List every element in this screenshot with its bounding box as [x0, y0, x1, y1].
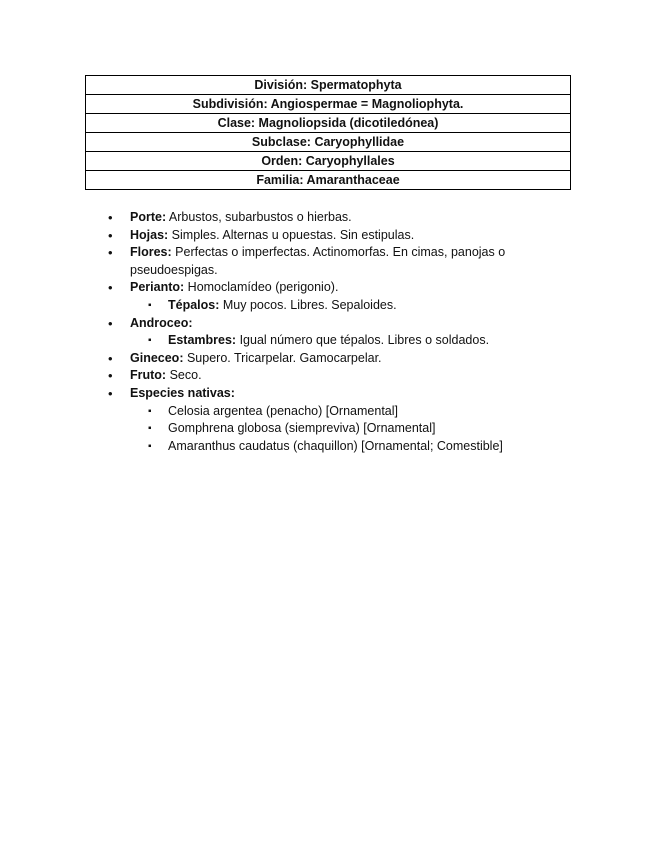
taxonomy-row-familia	[86, 171, 571, 190]
androceo-label: Androceo:	[130, 315, 193, 330]
flores-label: Flores:	[130, 245, 172, 260]
taxonomy-table	[85, 75, 571, 190]
taxonomy-orden: Orden: Caryophyllales	[86, 152, 571, 171]
list-item-especies	[108, 385, 548, 455]
gineceo-text: Supero. Tricarpelar. Gamocarpelar.	[183, 350, 382, 365]
characteristics-list	[108, 209, 548, 455]
sublist-item-tepalos	[130, 297, 548, 315]
list-item-perianto	[108, 279, 548, 314]
fruto-text: Seco.	[166, 368, 202, 383]
fruto-label: Fruto:	[130, 368, 167, 383]
list-item-gineceo	[108, 350, 548, 368]
taxonomy-row-division	[86, 76, 571, 95]
taxonomy-row-orden	[86, 152, 571, 171]
list-item-fruto	[108, 367, 548, 385]
estambres-label: Estambres:	[168, 333, 237, 348]
tepalos-label: Tépalos:	[168, 297, 220, 312]
hojas-label: Hojas:	[130, 227, 169, 242]
taxonomy-familia: Familia: Amaranthaceae	[86, 171, 571, 190]
perianto-label: Perianto:	[130, 280, 185, 295]
sublist-item-estambres	[130, 332, 548, 350]
estambres-text: Igual número que tépalos. Libres o soldados.	[236, 333, 490, 348]
perianto-sublist	[130, 297, 548, 315]
androceo-sublist	[130, 332, 548, 350]
sublist-item-species: ▪ Gomphrena globosa (siempreviva) [Ornamental]	[130, 420, 548, 438]
sublist-item-species: ▪ Amaranthus caudatus (chaquillon) [Ornamental; Comestible]	[130, 438, 548, 456]
porte-label: Porte:	[130, 210, 167, 224]
list-item-porte	[108, 209, 548, 227]
taxonomy-row-subdivision	[86, 95, 571, 114]
taxonomy-division: División: Spermatophyta	[86, 76, 571, 95]
list-item-androceo	[108, 315, 548, 350]
porte-text: Arbustos, subarbustos o hierbas.	[166, 210, 352, 224]
gineceo-label: Gineceo:	[130, 350, 184, 365]
especies-label: Especies nativas:	[130, 385, 235, 400]
perianto-text: Homoclamídeo (perigonio).	[184, 280, 339, 295]
taxonomy-row-clase	[86, 114, 571, 133]
hojas-text: Simples. Alternas u opuestas. Sin estipulas.	[168, 227, 415, 242]
taxonomy-clase: Clase: Magnoliopsida (dicotiledónea)	[86, 114, 571, 133]
flores-text: Perfectas o imperfectas. Actinomorfas. En cimas, panojas o pseudoespigas.	[130, 245, 506, 277]
taxonomy-row-subclase	[86, 133, 571, 152]
especies-sublist	[130, 403, 548, 456]
list-item-flores	[108, 244, 548, 279]
taxonomy-subclase: Subclase: Caryophyllidae	[86, 133, 571, 152]
sublist-item-species: ▪ Celosia argentea (penacho) [Ornamental]	[130, 403, 548, 421]
tepalos-text: Muy pocos. Libres. Sepaloides.	[219, 297, 397, 312]
taxonomy-subdivision: Subdivisión: Angiospermae = Magnoliophyta.	[86, 95, 571, 114]
list-item-hojas	[108, 227, 548, 245]
